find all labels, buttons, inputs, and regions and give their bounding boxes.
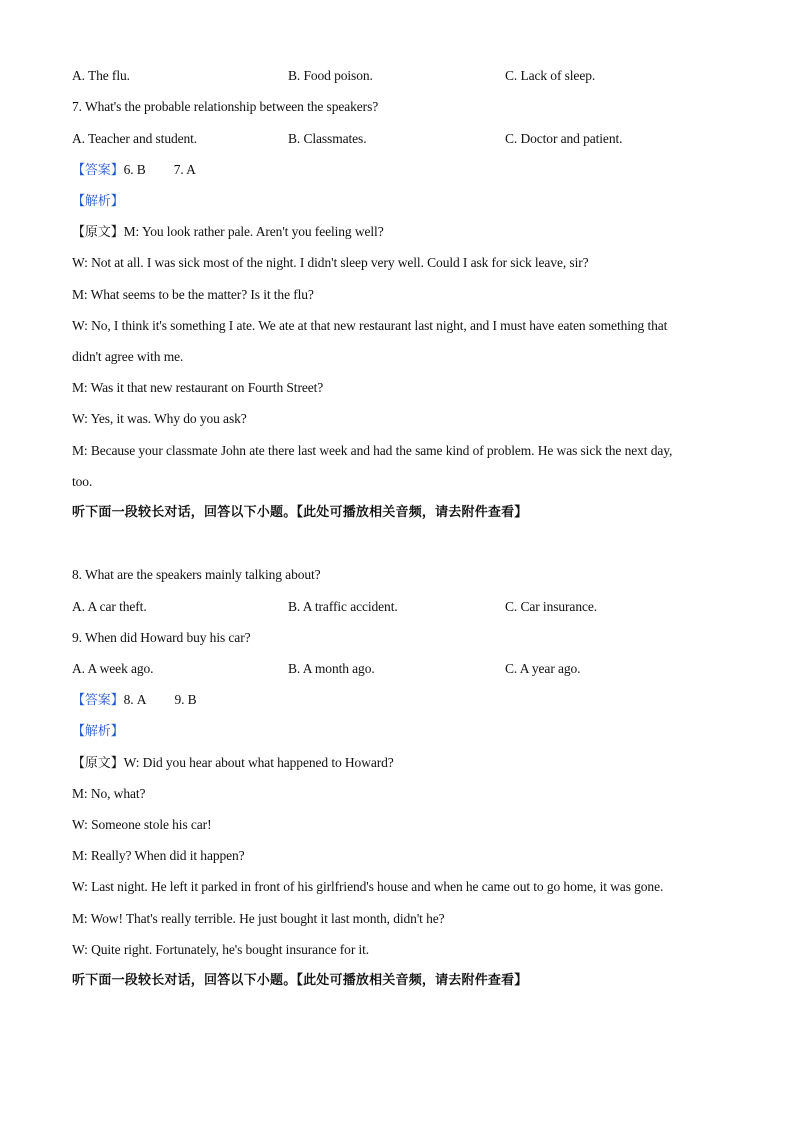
analysis-line-2 [72, 722, 722, 741]
q8-option-b: B. A traffic accident. [288, 599, 398, 614]
q6-option-a: A. The flu. [72, 68, 130, 83]
q6-option-c: C. Lack of sleep. [505, 68, 596, 83]
transcript1-line-4: didn't agree with me. [72, 349, 184, 364]
q9-option-c: C. A year ago. [505, 661, 581, 676]
answer-tag: 【答案】 [72, 693, 124, 708]
q7-question: 7. What's the probable relationship between the speakers? [72, 99, 379, 114]
transcript2-line-1: M: No, what? [72, 786, 146, 801]
transcript2-line-0 [72, 754, 722, 773]
listening-instruction-1: 听下面一段较长对话，回答以下小题。【此处可播放相关音频，请去附件查看】 [72, 505, 528, 520]
answer-6: 6. B [123, 162, 146, 177]
q9-option-b: B. A month ago. [288, 661, 375, 676]
transcript2-line-5: M: Wow! That's really terrible. He just bought it last month, didn't he? [72, 911, 445, 926]
q9-option-a: A. A week ago. [72, 661, 154, 676]
transcript-tag: 【原文】 [72, 756, 124, 771]
q8-option-a: A. A car theft. [72, 599, 147, 614]
analysis-tag: 【解析】 [72, 724, 124, 739]
q7-option-a: A. Teacher and student. [72, 131, 198, 146]
answer-7: 7. A [173, 162, 196, 177]
transcript1-line-8: too. [72, 474, 93, 489]
transcript2-line-2: W: Someone stole his car! [72, 817, 212, 832]
q6-option-b: B. Food poison. [288, 68, 373, 83]
analysis-tag: 【解析】 [72, 194, 124, 209]
transcript-tag: 【原文】 [72, 225, 124, 240]
transcript1-line-6: W: Yes, it was. Why do you ask? [72, 411, 247, 426]
transcript1-line-1: W: Not at all. I was sick most of the night. I didn't sleep very well. Could I ask for sick leave, sir? [72, 255, 589, 270]
transcript1-line-0 [72, 223, 722, 242]
transcript2-line-6: W: Quite right. Fortunately, he's bought insurance for it. [72, 942, 370, 957]
transcript1-line-3: W: No, I think it's something I ate. We ate at that new restaurant last night, and I must have eaten something that [72, 318, 668, 333]
analysis-line-1 [72, 192, 722, 211]
answer-line-1 [72, 161, 722, 180]
transcript2-line-4: W: Last night. He left it parked in front of his girlfriend's house and when he came out to go home, it was gone. [72, 879, 664, 894]
transcript1-line-5: M: Was it that new restaurant on Fourth Street? [72, 380, 324, 395]
q8-question: 8. What are the speakers mainly talking about? [72, 567, 321, 582]
answer-tag: 【答案】 [72, 163, 124, 178]
q7-option-c: C. Doctor and patient. [505, 131, 623, 146]
q7-option-b: B. Classmates. [288, 131, 367, 146]
q8-option-c: C. Car insurance. [505, 599, 598, 614]
answer-8: 8. A [123, 692, 147, 707]
transcript2-line-3: M: Really? When did it happen? [72, 848, 245, 863]
answer-line-2 [72, 691, 722, 710]
transcript1-line-7: M: Because your classmate John ate there last week and had the same kind of problem. He was sick the next day, [72, 443, 673, 458]
listening-instruction-2: 听下面一段较长对话，回答以下小题。【此处可播放相关音频，请去附件查看】 [72, 973, 528, 988]
transcript-text: M: You look rather pale. Aren't you feeling well? [123, 224, 384, 239]
transcript1-line-2: M: What seems to be the matter? Is it the flu? [72, 287, 314, 302]
q9-question: 9. When did Howard buy his car? [72, 630, 251, 645]
answer-9: 9. B [174, 692, 197, 707]
transcript-text: W: Did you hear about what happened to Howard? [123, 755, 394, 770]
